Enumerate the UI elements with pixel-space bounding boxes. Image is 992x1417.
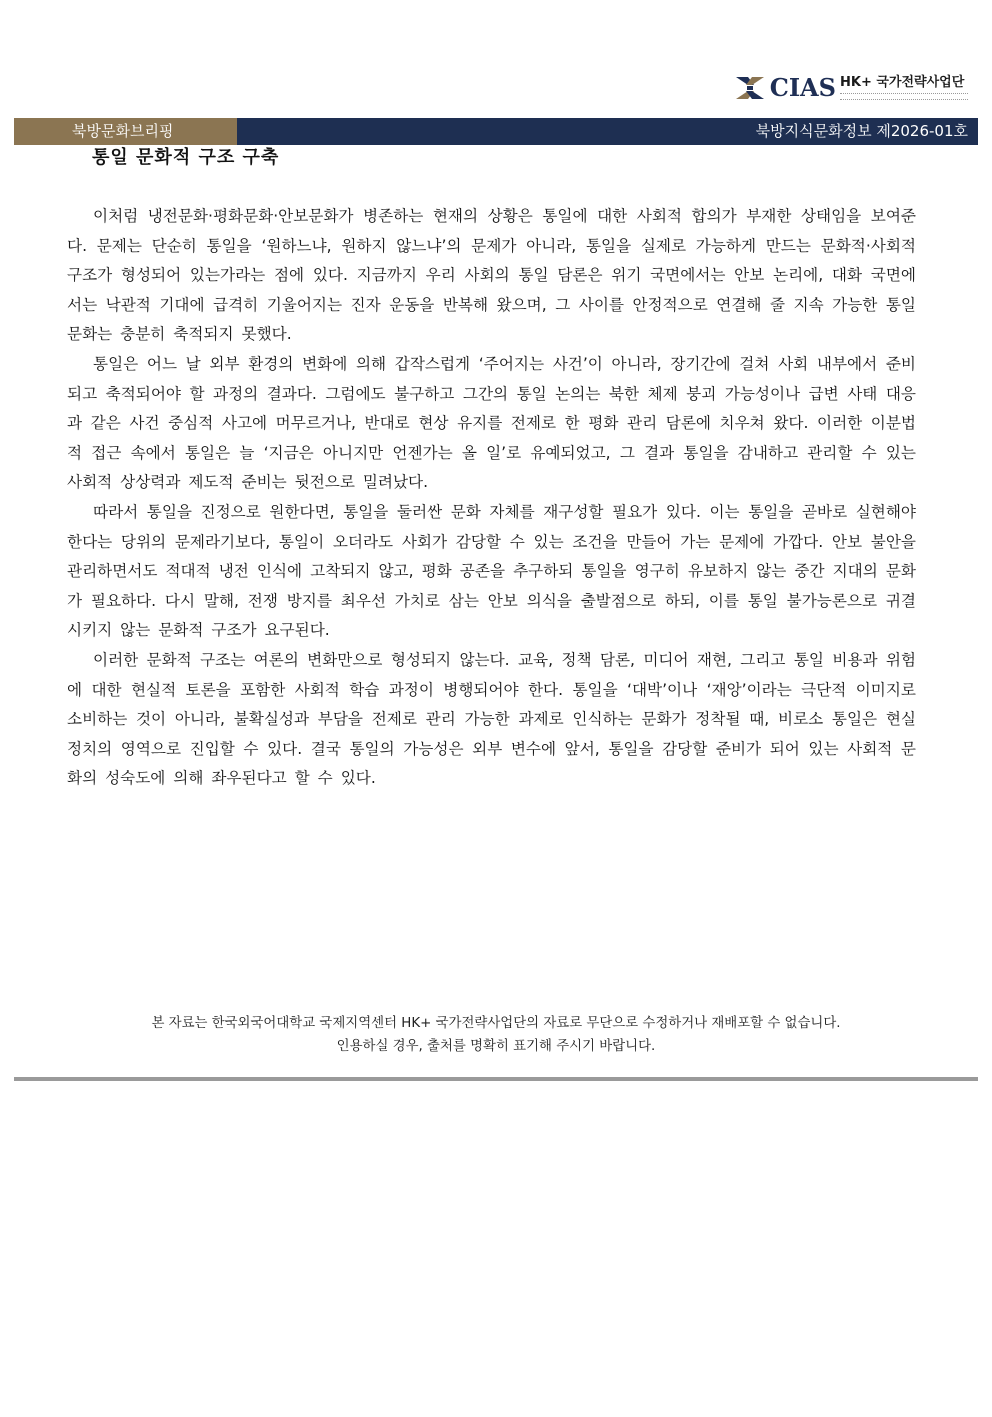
header-bar: [14, 118, 978, 145]
publication-category: 북방문화브리핑: [14, 118, 237, 145]
cias-logo-icon: [734, 73, 766, 103]
copyright-line: 본 자료는 한국외국어대학교 국제지역센터 HK+ 국가전략사업단의 자료로 무단으로 수정하거나 재배포할 수 없습니다.: [151, 1016, 841, 1031]
citation-line: 인용하실 경우, 출처를 명확히 표기해 주시기 바랍니다.: [336, 1039, 656, 1054]
organization-logo: [734, 70, 968, 106]
copyright-notice: [14, 1012, 978, 1058]
logo-org-name: HK+ 국가전략사업단: [840, 75, 965, 91]
paragraph: 통일은 어느 날 외부 환경의 변화에 의해 갑작스럽게 ‘주어지는 사건’이 아니라, 장기간에 걸쳐 사회 내부에서 준비되고 축적되어야 할 과정의 결과다. 그럼에도 불구하고 그간의 통일 논의는 북한 체제 붕괴 가능성이나 급변 사태 대응과 같은 사건 중심적 사고에 머무르거나, 반대로 현상 유지를 전제로 한 평화 관리 담론에 치우쳐 왔다. 이러한 이분법적 접근 속에서 통일은 늘 ‘지금은 아니지만 언젠가는 올 일’로 유예되었고, 그 결과 통일을 감내하고 관리할 수 있는 사회적 상상력과 제도적 준비는 뒷전으로 밀려났다.: [67, 354, 916, 492]
issue-number: 북방지식문화정보 제2026-01호: [237, 118, 978, 145]
paragraph: 이러한 문화적 구조는 여론의 변화만으로 형성되지 않는다. 교육, 정책 담론, 미디어 재현, 그리고 통일 비용과 위험에 대한 현실적 토론을 포함한 사회적 학습 과정이 병행되어야 한다. 통일을 ‘대박’이나 ‘재앙’이라는 극단적 이미지로 소비하는 것이 아니라, 불확실성과 부담을 전제로 관리 가능한 과제로 인식하는 문화가 정착될 때, 비로소 통일은 현실 정치의 영역으로 진입할 수 있다. 결국 통일의 가능성은 외부 변수에 앞서, 통일을 감당할 준비가 되어 있는 사회적 문화의 성숙도에 의해 좌우된다고 할 수 있다.: [67, 650, 916, 788]
logo-wordmark: CIAS: [769, 73, 836, 102]
body-text: [67, 202, 916, 794]
paragraph: 이처럼 냉전문화·평화문화·안보문화가 병존하는 현재의 상황은 통일에 대한 사회적 합의가 부재한 상태임을 보여준다. 문제는 단순히 통일을 ‘원하느냐, 원하지 않느냐’의 문제가 아니라, 통일을 실제로 가능하게 만드는 문화적·사회적 구조가 형성되어 있는가라는 점에 있다. 지금까지 우리 사회의 통일 담론은 위기 국면에서는 안보 논리에, 대화 국면에서는 낙관적 기대에 급격히 기울어지는 진자 운동을 반복해 왔으며, 그 사이를 안정적으로 연결해 줄 지속 가능한 통일 문화는 충분히 축적되지 못했다.: [67, 207, 916, 344]
paragraph: 따라서 통일을 진정으로 원한다면, 통일을 둘러싼 문화 자체를 재구성할 필요가 있다. 이는 통일을 곧바로 실현해야 한다는 당위의 문제라기보다, 통일이 오더라도 사회가 감당할 수 있는 조건을 만들어 가는 문제에 가깝다. 안보 불안을 관리하면서도 적대적 냉전 인식에 고착되지 않고, 평화 공존을 추구하되 통일을 영구히 유보하지 않는 중간 지대의 문화가 필요하다. 다시 말해, 전쟁 방지를 최우선 가치로 삼는 안보 의식을 출발점으로 하되, 이를 통일 불가능론으로 귀결시키지 않는 문화적 구조가 요구된다.: [67, 502, 916, 640]
section-title: 통일 문화적 구조 구축: [92, 147, 280, 168]
logo-subtext-line: [840, 93, 968, 100]
footer-divider: [14, 1077, 978, 1081]
